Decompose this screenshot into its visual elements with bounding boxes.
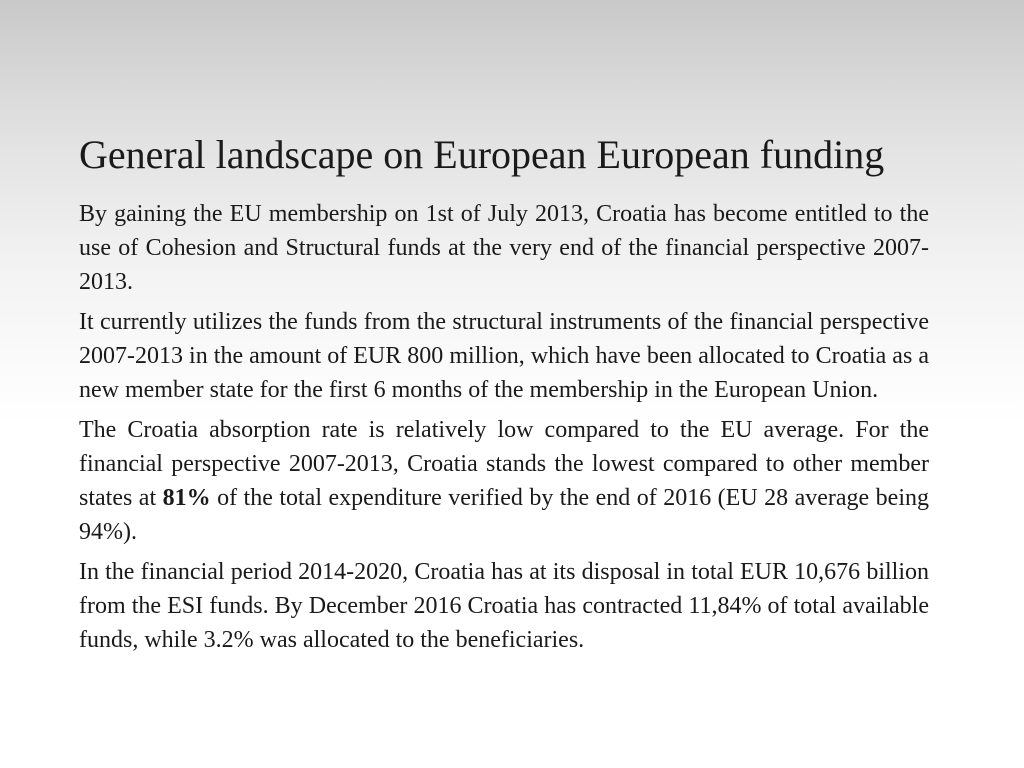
paragraph-current-funds: It currently utilizes the funds from the structural instruments of the financial perspective 2007-2013 in the amount of EUR 800 million, which have been allocated to Croatia as a new member state for the first 6 months of the membership in the European Union. <box>79 309 929 403</box>
paragraph-absorption-rate <box>79 413 929 549</box>
slide-body <box>79 197 929 663</box>
absorption-rate-value: 81% <box>162 485 211 511</box>
paragraph-2014-2020-period: In the financial period 2014-2020, Croatia has at its disposal in total EUR 10,676 billion from the ESI funds. By December 2016 Croatia has contracted 11,84% of total available funds, while 3.2% was allocated to the beneficiaries. <box>79 559 929 653</box>
slide-title: General landscape on European European funding <box>79 132 885 177</box>
paragraph-eu-membership: By gaining the EU membership on 1st of July 2013, Croatia has become entitled to the use of Cohesion and Structural funds at the very end of the financial perspective 2007-2013. <box>79 201 929 295</box>
absorption-text-before: The Croatia absorption rate is relatively low compared to the EU average. For the financial perspective 2007-2013, Croatia stands the lowest compared to other member states at <box>79 417 929 511</box>
absorption-text-after: of the total expenditure verified by the end of 2016 (EU 28 average being 94%). <box>79 485 930 545</box>
